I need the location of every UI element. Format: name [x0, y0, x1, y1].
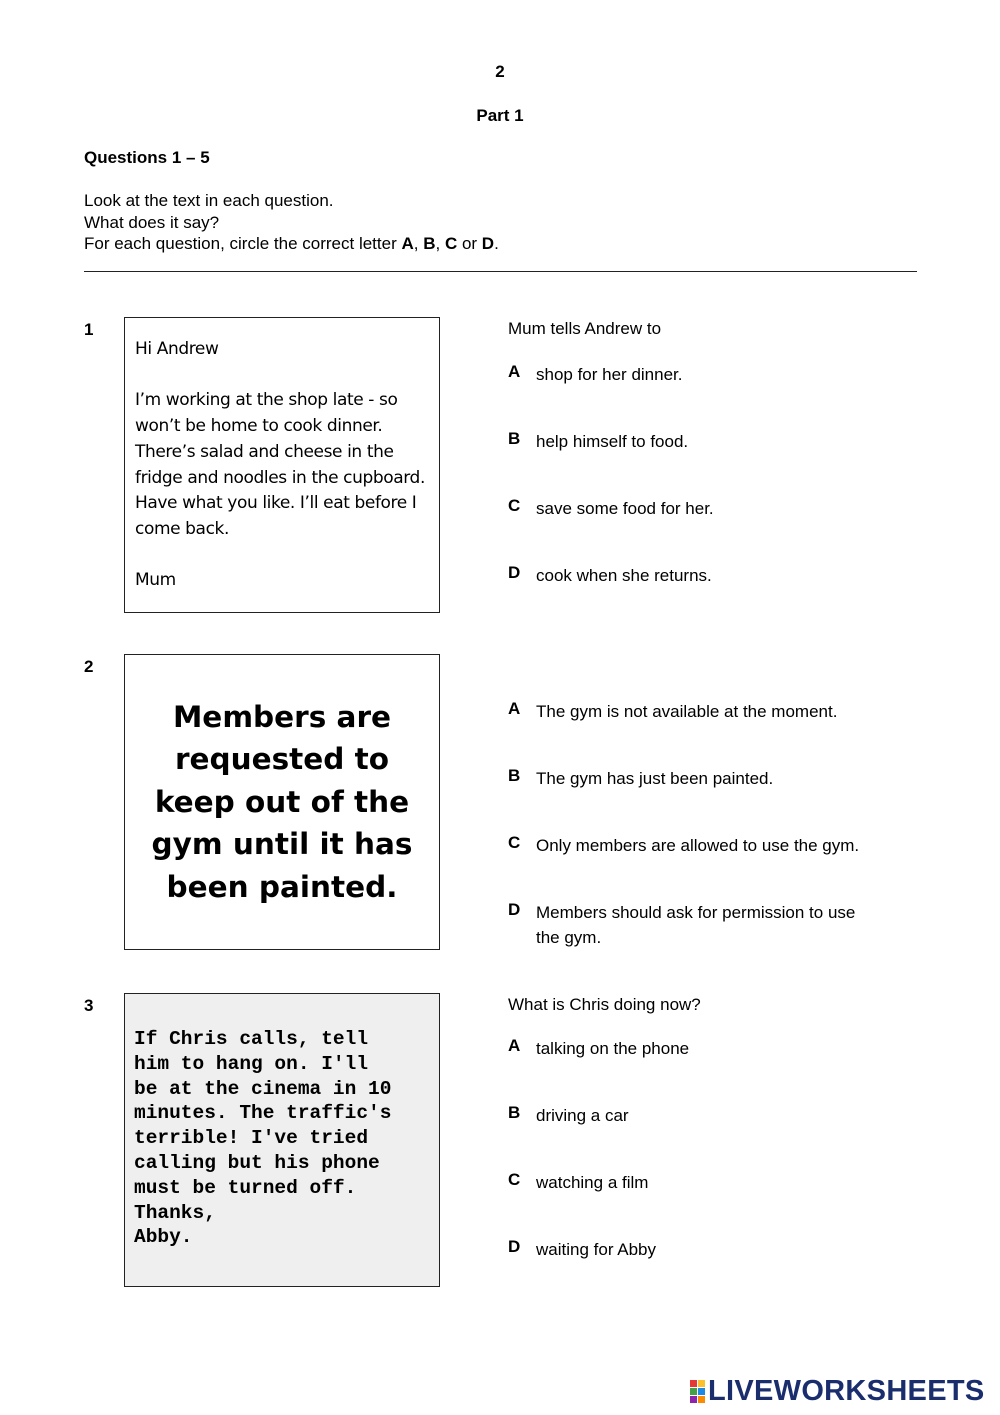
- option-letter: D: [508, 900, 521, 919]
- part-title: Part 1: [476, 106, 524, 125]
- letter-d: D: [481, 234, 495, 253]
- instruction-line-2: What does it say?: [84, 212, 220, 232]
- option-text: The gym has just been painted.: [536, 769, 774, 788]
- note-greeting: Hi Andrew: [135, 339, 219, 359]
- logo-mark-icon: [690, 1380, 705, 1403]
- option-text: shop for her dinner.: [536, 365, 683, 384]
- note-signature: Mum: [135, 570, 176, 591]
- divider: [84, 271, 917, 272]
- logo-square: [698, 1380, 705, 1387]
- q3-option-a[interactable]: [508, 1036, 908, 1061]
- instructions: [84, 190, 499, 255]
- separator: ,: [413, 234, 424, 253]
- q1-option-d[interactable]: [508, 563, 908, 588]
- q1-option-b[interactable]: [508, 429, 908, 454]
- logo-text: LIVEWORKSHEETS: [708, 1374, 985, 1407]
- instruction-line-1: Look at the text in each question.: [84, 191, 334, 210]
- question-number-2: 2: [84, 657, 94, 676]
- option-text: watching a film: [536, 1173, 649, 1192]
- q2-option-a[interactable]: [508, 699, 908, 724]
- q1-option-a[interactable]: [508, 362, 908, 387]
- option-letter: C: [508, 496, 521, 515]
- note-body: I’m working at the shop late - so won’t be home to cook dinner. There’s salad and cheese in the fridge and noodles in the cupboard. Have what you like. I’ll eat before I come back.: [135, 390, 425, 539]
- logo-square: [690, 1396, 697, 1403]
- q1-option-c[interactable]: [508, 496, 908, 521]
- option-letter: C: [508, 833, 521, 852]
- questions-heading: Questions 1 – 5: [84, 148, 210, 167]
- logo-square: [690, 1388, 697, 1395]
- option-letter: A: [508, 1036, 521, 1055]
- logo-square: [698, 1396, 705, 1403]
- option-text: save some food for her.: [536, 499, 714, 518]
- q3-option-c[interactable]: [508, 1170, 908, 1195]
- logo-square: [690, 1380, 697, 1387]
- option-letter: B: [508, 766, 521, 785]
- option-letter: A: [508, 699, 521, 718]
- q2-option-c[interactable]: [508, 833, 908, 858]
- question-stem-3: What is Chris doing now?: [508, 995, 701, 1014]
- separator: .: [494, 234, 499, 253]
- note-box-1: [124, 317, 440, 613]
- option-text: Members should ask for permission to use the gym.: [536, 903, 856, 947]
- q2-option-b[interactable]: [508, 766, 908, 791]
- q3-option-d[interactable]: [508, 1237, 908, 1262]
- option-letter: D: [508, 1237, 521, 1256]
- notice-text: Members are requested to keep out of the gym until it has been painted.: [151, 699, 413, 904]
- option-letter: D: [508, 563, 521, 582]
- option-letter: B: [508, 1103, 521, 1122]
- question-stem-1: Mum tells Andrew to: [508, 319, 662, 338]
- option-text: Only members are allowed to use the gym.: [536, 836, 860, 855]
- option-text: The gym is not available at the moment.: [536, 702, 838, 721]
- logo-square: [698, 1388, 705, 1395]
- q2-option-d[interactable]: [508, 900, 878, 950]
- question-number-3: 3: [84, 996, 94, 1015]
- instruction-line-3: [84, 233, 499, 255]
- page-number: 2: [495, 62, 505, 81]
- option-letter: C: [508, 1170, 521, 1189]
- option-text: help himself to food.: [536, 432, 689, 451]
- option-text: waiting for Abby: [536, 1240, 657, 1259]
- message-box-3: [124, 993, 440, 1287]
- option-text: cook when she returns.: [536, 566, 712, 585]
- notice-box-2: [124, 654, 440, 950]
- instruction-prefix: For each question, circle the correct letter: [84, 234, 402, 253]
- separator: ,: [435, 234, 445, 253]
- option-text: driving a car: [536, 1106, 629, 1125]
- message-text: If Chris calls, tell him to hang on. I'll be at the cinema in 10 minutes. The traffic's terrible! I've tried calling but his phone must be turned off. Thanks, Abby.: [134, 1028, 392, 1249]
- option-letter: A: [508, 362, 521, 381]
- option-text: talking on the phone: [536, 1039, 690, 1058]
- letter-b: B: [423, 234, 436, 253]
- question-number-1: 1: [84, 320, 94, 339]
- option-letter: B: [508, 429, 521, 448]
- separator: or: [457, 234, 482, 253]
- q3-option-b[interactable]: [508, 1103, 908, 1128]
- letter-a: A: [401, 234, 414, 253]
- liveworksheets-logo[interactable]: [690, 1374, 985, 1408]
- letter-c: C: [444, 234, 458, 253]
